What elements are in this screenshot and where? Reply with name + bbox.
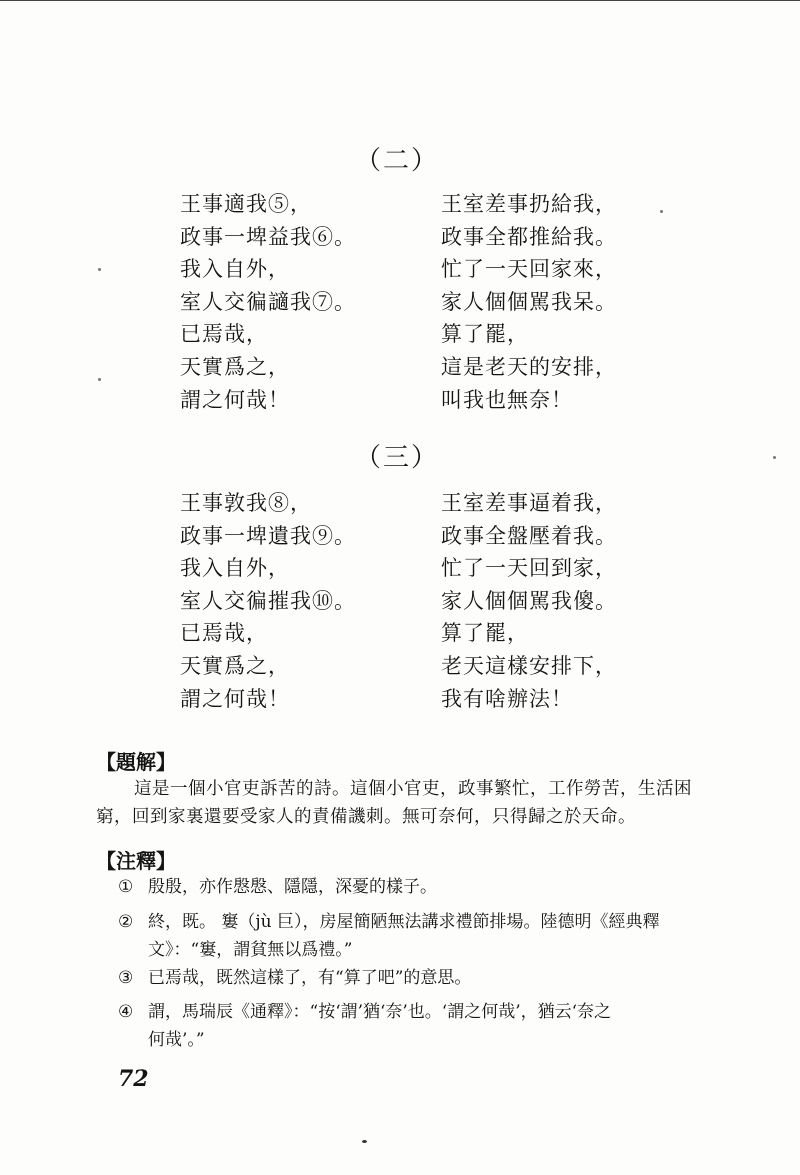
verse-line: 天實爲之， <box>180 653 290 678</box>
paragraph-line: 這是一個小官吏訴苦的詩。這個小官吏，政事繁忙，工作勞苦，生活困 <box>134 779 692 799</box>
scan-speck <box>773 456 776 459</box>
verse-line: 王事敦我⑧， <box>180 491 312 515</box>
verse-line: 已焉哉， <box>180 621 268 646</box>
verse-line: 家人個個駡我呆。 <box>441 289 617 314</box>
note-3 <box>118 964 471 992</box>
verse-line: 謂之何哉！ <box>180 686 290 711</box>
scan-speck <box>98 268 101 271</box>
verse-line: 老天這樣安排下， <box>441 653 617 678</box>
scan-speck <box>660 210 663 213</box>
tijie-header: 【題解】 <box>96 750 176 774</box>
note-text-continued: 何哉’。” <box>148 1030 205 1050</box>
verse-line: 天實爲之， <box>180 354 290 379</box>
verse-line: 謂之何哉！ <box>180 387 290 412</box>
section-2-translation <box>441 188 617 416</box>
section-3-translation <box>441 487 617 715</box>
note-number: ④ <box>118 1002 134 1022</box>
scan-speck <box>98 378 101 381</box>
verse-line: 王室差事逼着我， <box>441 491 617 515</box>
note-4 <box>118 998 611 1054</box>
note-2 <box>118 908 660 964</box>
verse-line: 政事一埤遺我⑨。 <box>180 523 356 548</box>
note-text: 謂，馬瑞辰《通釋》：“按‘謂’猶‘奈’也。‘謂之何哉’，猶云‘奈之 <box>148 1002 612 1022</box>
section-2-heading: （二） <box>355 146 440 176</box>
section-2-original <box>180 188 356 416</box>
verse-line: 已焉哉， <box>180 322 268 347</box>
verse-line: 算了罷， <box>441 322 529 347</box>
note-text: 已焉哉，既然這樣了，有“算了吧”的意思。 <box>148 968 472 988</box>
verse-line: 我入自外， <box>180 257 290 282</box>
page-number: 72 <box>118 1066 149 1092</box>
note-1 <box>118 873 437 901</box>
zhushi-header: 【注釋】 <box>96 849 176 873</box>
note-text: 終，既。 窶（jù 巨），房屋簡陋無法講求禮節排場。陸德明《經典釋 <box>148 912 660 932</box>
verse-line: 家人個個駡我傻。 <box>441 588 617 613</box>
verse-line: 政事全盤壓着我。 <box>441 523 617 548</box>
tijie-paragraph <box>96 775 692 831</box>
note-number: ① <box>118 877 134 897</box>
verse-line: 叫我也無奈！ <box>441 387 573 412</box>
verse-line: 我入自外， <box>180 556 290 581</box>
paragraph-line: 窮，回到家裏還要受家人的責備譏刺。無可奈何，只得歸之於天命。 <box>96 807 636 827</box>
note-number: ② <box>118 912 134 932</box>
verse-line: 這是老天的安排， <box>441 354 617 379</box>
verse-line: 王室差事扔給我， <box>441 192 617 216</box>
note-text: 殷殷，亦作慇慇、隱隱，深憂的樣子。 <box>148 877 437 897</box>
scan-speck <box>362 1140 367 1143</box>
verse-line: 室人交徧摧我⑩。 <box>180 588 356 613</box>
section-3-original <box>180 487 356 715</box>
section-3-heading: （三） <box>355 443 440 473</box>
verse-line: 王事適我⑤， <box>180 192 312 216</box>
verse-line: 忙了一天回家來， <box>441 257 617 282</box>
top-border <box>0 0 800 1</box>
verse-line: 我有啥辦法！ <box>441 686 573 711</box>
note-number: ③ <box>118 968 134 988</box>
verse-line: 政事一埤益我⑥。 <box>180 224 356 249</box>
verse-line: 忙了一天回到家， <box>441 556 617 581</box>
note-text-continued: 文》：“窶，謂貧無以爲禮。” <box>148 940 353 960</box>
verse-line: 室人交徧讁我⑦。 <box>180 289 356 314</box>
verse-line: 政事全都推給我。 <box>441 224 617 249</box>
verse-line: 算了罷， <box>441 621 529 646</box>
